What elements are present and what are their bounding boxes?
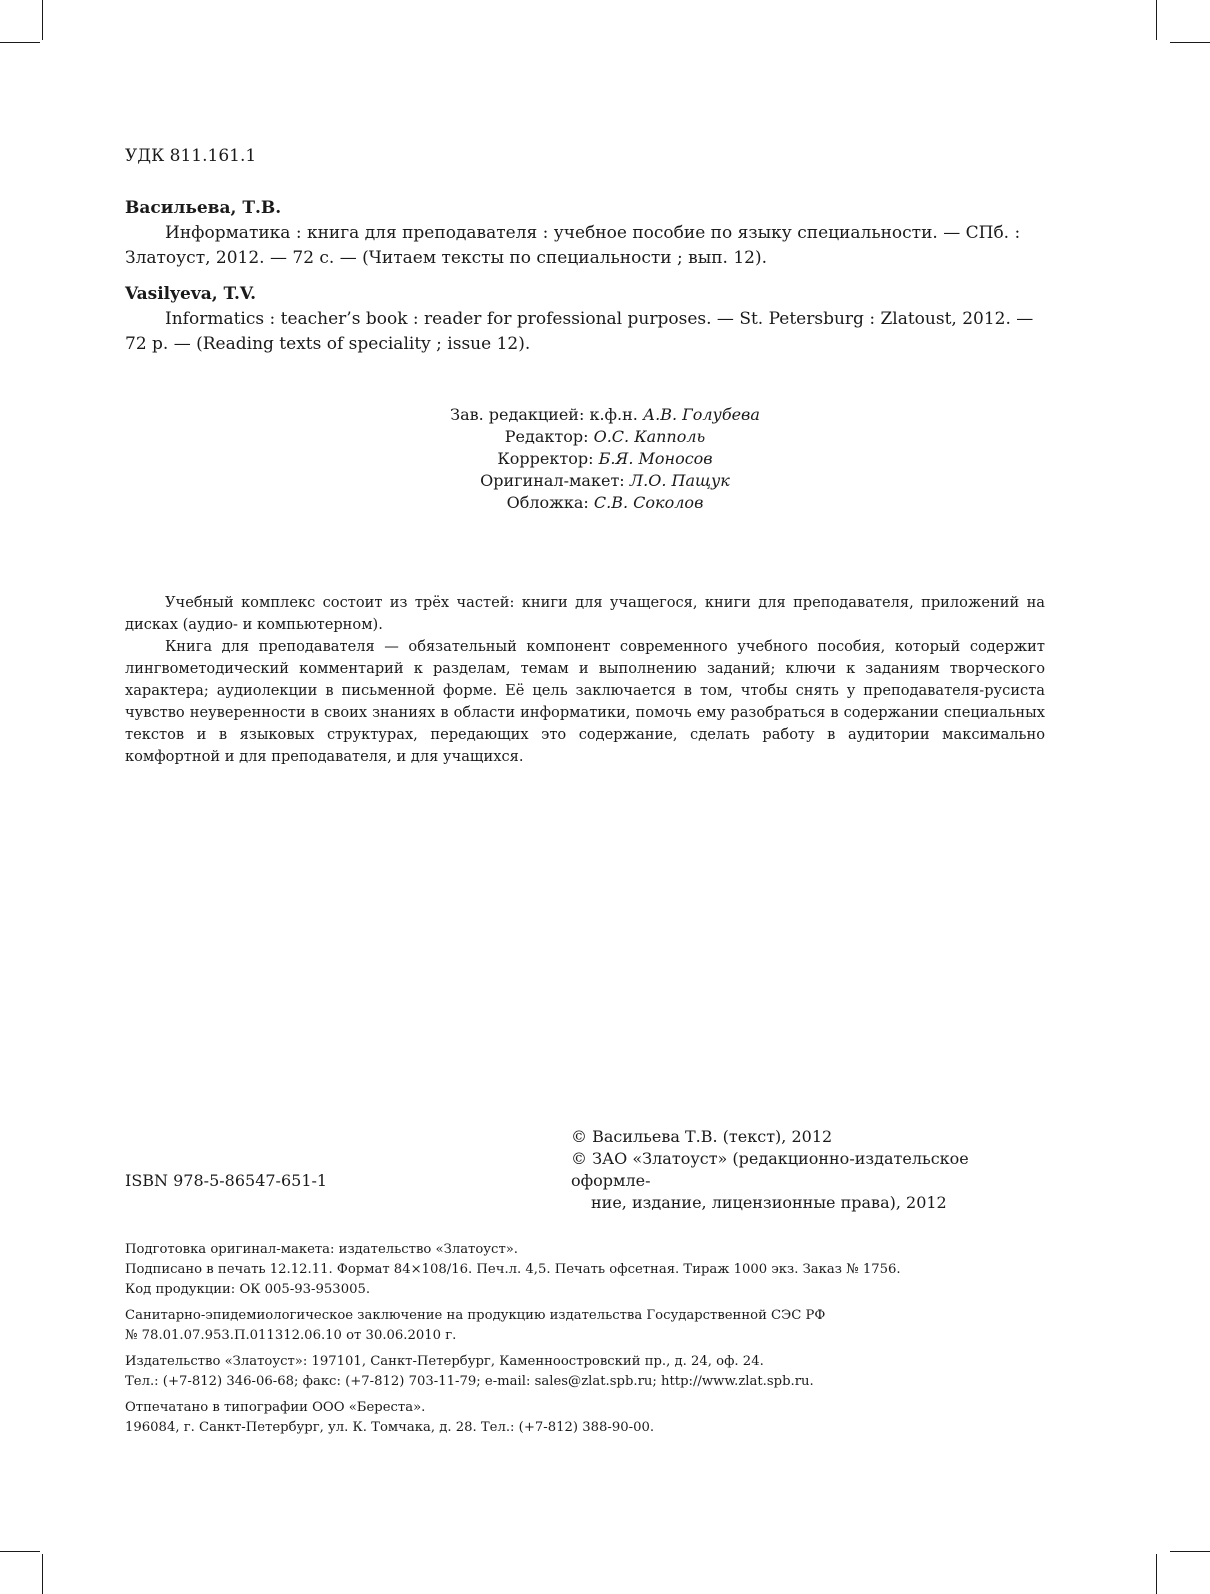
crop-mark-top-left-vertical bbox=[42, 0, 43, 40]
credit-role: Обложка: bbox=[506, 493, 589, 512]
copyright-line: ние, издание, лицензионные права), 2012 bbox=[591, 1193, 947, 1212]
imprint-group bbox=[125, 1398, 1055, 1438]
credit-person: О.С. Капполь bbox=[593, 427, 706, 446]
imprint-line: Санитарно-эпидемиологическое заключение на продукцию издательства Государственной СЭС РФ bbox=[125, 1308, 826, 1323]
crop-mark-top-right-vertical bbox=[1156, 0, 1157, 40]
imprint-line: Подготовка оригинал-макета: издательство «Златоуст». bbox=[125, 1242, 518, 1257]
credit-role: Оригинал-макет: bbox=[480, 471, 625, 490]
credit-line bbox=[300, 492, 910, 514]
credit-role: Зав. редакцией: к.ф.н. bbox=[450, 405, 638, 424]
crop-mark-top-left-horizontal bbox=[0, 42, 40, 43]
imprint-line: № 78.01.07.953.П.011312.06.10 от 30.06.2010 г. bbox=[125, 1328, 457, 1343]
imprint-line: Код продукции: ОК 005-93-953005. bbox=[125, 1282, 371, 1297]
credit-line bbox=[300, 426, 910, 448]
crop-mark-bottom-right-vertical bbox=[1156, 1554, 1157, 1594]
annotation-paragraph: Учебный комплекс состоит из трёх частей: книги для учащегося, книги для преподавателя, приложений на дисках (аудио- и компьютерном). bbox=[125, 594, 1045, 633]
imprint bbox=[125, 1240, 1055, 1444]
crop-mark-bottom-left-vertical bbox=[42, 1554, 43, 1594]
copyright-notice bbox=[571, 1126, 1041, 1214]
imprint-group bbox=[125, 1352, 1055, 1392]
imprint-line: Издательство «Златоуст»: 197101, Санкт-Петербург, Каменноостровский пр., д. 24, оф. 24. bbox=[125, 1354, 764, 1369]
author-ru: Васильева, Т.В. bbox=[125, 198, 282, 218]
annotation-paragraph: Книга для преподавателя — обязательный компонент современного учебного пособия, который содержит лингвометодический комментарий к разделам, темам и выполнению заданий; ключи к заданиям творческого характера; аудиолекции в письменной форме. Её цель заключается в том, чтобы снять у преподавателя-русиста чувство неуверенности в своих знаниях в области информатики, помочь ему разобраться в содержании специальных текстов и в языковых структурах, передающих это содержание, сделать работу в аудитории максимально комфортной и для преподавателя, и для учащихся. bbox=[125, 638, 1045, 765]
imprint-group bbox=[125, 1306, 1055, 1346]
editorial-credits bbox=[300, 404, 910, 514]
author-en: Vasilyeva, T.V. bbox=[125, 284, 257, 304]
copyright-line: © Васильева Т.В. (текст), 2012 bbox=[571, 1127, 833, 1146]
credit-person: Л.О. Пащук bbox=[629, 471, 730, 490]
credit-line bbox=[300, 470, 910, 492]
imprint-line: Отпечатано в типографии ООО «Береста». bbox=[125, 1400, 426, 1415]
isbn: ISBN 978-5-86547-651-1 bbox=[125, 1171, 328, 1190]
imprint-line: Тел.: (+7-812) 346-06-68; факс: (+7-812) 703-11-79; e-mail: sales@zlat.spb.ru; http://www.zlat.spb.ru. bbox=[125, 1374, 814, 1389]
description-ru: Информатика : книга для преподавателя : учебное пособие по языку специальности. — СПб. : Златоуст, 2012. — 72 с. — (Читаем тексты по специальности ; вып. 12). bbox=[125, 223, 1021, 268]
description-en: Informatics : teacher’s book : reader for professional purposes. — St. Petersburg : Zlatoust, 2012. — 72 p. — (Reading texts of speciality ; issue 12). bbox=[125, 309, 1034, 354]
copyright-line: © ЗАО «Златоуст» (редакционно-издательское оформле- bbox=[571, 1149, 969, 1190]
credit-role: Корректор: bbox=[497, 449, 594, 468]
credit-person: Б.Я. Моносов bbox=[598, 449, 713, 468]
credit-person: С.В. Соколов bbox=[593, 493, 704, 512]
crop-mark-top-right-horizontal bbox=[1170, 42, 1210, 43]
imprint-line: Подписано в печать 12.12.11. Формат 84×108/16. Печ.л. 4,5. Печать офсетная. Тираж 1000 экз. Заказ № 1756. bbox=[125, 1262, 901, 1277]
imprint-group bbox=[125, 1240, 1055, 1300]
credit-role: Редактор: bbox=[504, 427, 589, 446]
bibliography-ru bbox=[125, 196, 1047, 271]
imprint-line: 196084, г. Санкт-Петербург, ул. К. Томчака, д. 28. Тел.: (+7-812) 388-90-00. bbox=[125, 1420, 655, 1435]
udc-code: УДК 811.161.1 bbox=[125, 146, 257, 166]
crop-mark-bottom-left-horizontal bbox=[0, 1551, 40, 1552]
credit-person: А.В. Голубева bbox=[642, 405, 760, 424]
annotation bbox=[125, 592, 1045, 768]
credit-line bbox=[300, 404, 910, 426]
crop-mark-bottom-right-horizontal bbox=[1170, 1551, 1210, 1552]
bibliography-en bbox=[125, 282, 1047, 357]
credit-line bbox=[300, 448, 910, 470]
